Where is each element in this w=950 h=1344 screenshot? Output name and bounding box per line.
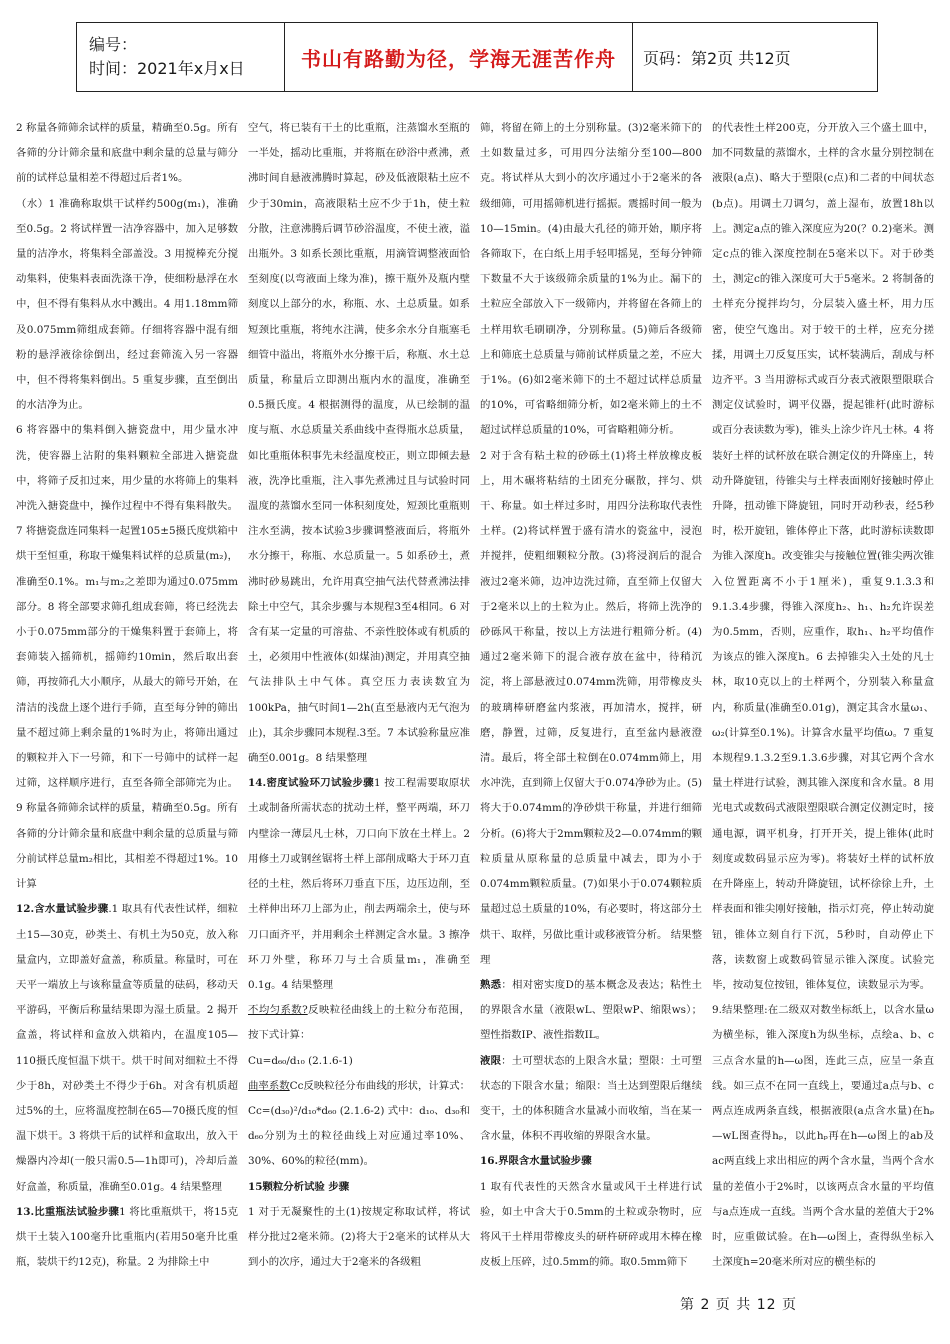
paragraph — [480, 1175, 702, 1276]
paragraph-text: .1 取具有代表性试样，细粒土15—30克，砂类土、有机土为50克，放入称量盒内，立即盖好盒盖，称质量。称量时，可在天平一端放上与该称量盒等质量的砝码，移动天平游码，平衡后称量结果即为湿土质量。2 揭开盒盖，将试样和盒放入烘箱内，在温度105—110摄氏度恒温下烘干。烘干时间对细粒土不得少于8h，对砂类土不得少于6h。对含有机质超过5%的土，应将温度控制在65—70摄氏度的恒温下烘干。3 将烘干后的试样和盒取出，放入干燥器内冷却(一般只需0.5—1h即可)，冷却后盖好盒盖，称质量，准确至0.01g。4 结果整理 — [16, 903, 238, 1193]
paragraph-text: 2 对于含有粘土粒的砂砾土(1)将土样放橡皮板上，用木碾将粘结的土团充分碾散，拌匀、烘干、称量。如土样过多时，用四分法称取代表性土样。(2)将试样置于盛有清水的瓷盆中，浸泡并搅拌，使粗细颗粒分散。(3)将浸润后的混合液过2毫米筛，边冲边洗过筛，直至筛上仅留大于2毫米以上的土粒为止。然后，将筛上洗净的砂砾风干称量，按以上方法进行粗筛分析。(4)通过2毫米筛下的混合液存放在盆中，待稍沉淀，将上部悬液过0.074mm洗筛，用带橡皮头的玻璃棒研磨盆内浆液，再加清水，搅拌，研磨，静置，过筛，反复进行，直至盆内悬液澄清。最后，将全部土粒倒在0.074mm筛上，用水冲洗，直到筛上仅留大于0.074净砂为止。(5)将大于0.074mm的净砂烘干称量，并进行细筛分析。(6)将大于2mm颗粒及2—0.074mm的颗粒质量从原称量的总质量中减去，即为小于0.074mm颗粒质量。(7)如果小于0.074颗粒质量超过总土质量的10%，有必要时，将这部分土烘干、取样，另做比重计或移液管分析。 结果整理 — [480, 449, 702, 966]
paragraph-text: 空气，将已装有干土的比重瓶，注蒸馏水至瓶的一半处，摇动比重瓶，并将瓶在砂浴中煮沸，煮沸时间自悬液沸腾时算起，砂及低液限粘土应不少于30min，高液限粘土应不少于1h，使土粒分散，注意沸腾后调节砂浴温度，不使土液，溢出瓶外。3 如系长颈比重瓶，用滴管调整液面恰至刻度(以弯液面上缘为准)，擦干瓶外及瓶内壁刻度以上部分的水，称瓶、水、土总质量。如系短颈比重瓶，将纯水注满，使多余水分自瓶塞毛细管中溢出，将瓶外水分擦干后，称瓶、水土总质量，称量后立即测出瓶内水的温度，准确至0.5摄氏度。4 根据测得的温度，从已绘制的温度与瓶、水总质量关系曲线中查得瓶水总质量，如比重瓶体积事先未经温度校正，则立即倾去悬液，洗净比重瓶，注入事先煮沸过且与试验时同温度的蒸馏水至同一体积刻度处，短颈比重瓶则注水至满，按本试验3步骤调整液面后，将瓶外水分擦干，称瓶、水总质量一。5 如系砂土，煮沸时砂易跳出，允许用真空抽气法代替煮沸法排除土中空气，其余步骤与本规程3至4相同。6 对含有某一定量的可溶盐、不亲性胶体或有机质的土，必须用中性液体(如煤油)测定，并用真空抽气法排队土中气体。真空压力表读数宜为100kPa，抽气时间1—2h(直至悬液内无气泡为止)，其余步骤同本规程.3至。7 本试验称量应准确至0.001g。8 结果整理 — [248, 122, 470, 765]
paragraph-text: 反映粒径曲线上的土粒分布范围，按下式计算： — [248, 1004, 470, 1042]
paragraph — [712, 116, 934, 998]
section-heading: 12.含水量试验步骤 — [16, 903, 109, 916]
paragraph — [248, 1049, 470, 1074]
section-heading: 熟悉 — [480, 978, 502, 991]
paragraph — [16, 116, 238, 192]
body-columns — [16, 116, 934, 1286]
paragraph — [248, 1074, 470, 1175]
paragraph-text: ：土可塑状态的上限含水量；塑限：土可塑状态的下限含水量；缩限：当土达到塑限后继续变干，土的体积随含水量减小而收缩，当在某一含水量，体积不再收缩的界限含水量。 — [480, 1054, 702, 1143]
paragraph — [248, 998, 470, 1048]
paragraph — [248, 1175, 470, 1200]
paragraph — [480, 116, 702, 444]
paragraph — [248, 116, 470, 771]
paragraph-text: 1 将比重瓶烘干，将15克烘干土装入100毫升比重瓶内(若用50毫升比重瓶，装烘干约12克)，称量。2 为排除土中 — [16, 1205, 238, 1269]
header-motto: 书山有路勤为径，学海无涯苦作舟 — [301, 46, 616, 71]
paragraph-text: 的代表性土样200克，分开放入三个盛土皿中，加不同数量的蒸馏水，土样的含水量分别控制在液限(a点)、略大于塑限(c点)和二者的中间状态(b点)。用调土刀调匀，盖上湿布，放置18h以上。测定a点的锥入深度应为20(？0.2)毫米。测定c点的锥入深度控制在5毫米以下。对于砂类土，测定c的锥入深度可大于5毫米。2 将制备的土样充分搅拌均匀，分层装入盛土杯，用力压密，使空气逸出。对于较干的土样，应充分搓揉，用调土刀反复压实，试杯装满后，刮成与杯边齐平。3 当用游标式或百分表式液限塑限联合测定仪试验时，调平仪器，提起锥杆(此时游标或百分表读数为零)，锥头上涂少许凡士林。4 将装好土样的试杯放在联合测定仪的升降座上，转动升降旋钮，待锥尖与土样表面刚好接触时停止升降，扭动锥下降旋钮，同时开动秒表，经5秒时，松开旋钮，锥体停止下落，此时游标读数即为锥入深度h。改变锥尖与接触位置(锥尖两次锥入位置距离不小于1厘米)，重复9.1.3.3和9.1.3.4步骤，得锥入深度h₂、h₁、h₂允许误差为0.5mm，否则，应重作，取h₁、h₂平均值作为该点的锥入深度h。6 去掉锥尖入土处的凡士林，取10克以上的土样两个，分别装入称量盒内，称质量(准确至0.01g)，测定其含水量ω₁、ω₂(计算至0.1%)。计算含水量平均值ω。7 重复本规程9.1.3.2至9.1.3.6步骤，对其它两个含水量土样进行试验，测其锥入深度和含水量。8 用光电式或数码式液限塑限联合测定仪测定时，接通电源，调平机身，打开开关，提上锥体(此时刻度或数码显示应为零)。将装好土样的试杯放在升降座上，转动升降旋钮，试杯徐徐上升，土样表面和锥尖刚好接触，指示灯亮，停止转动旋钮，锥体立刻自行下沉，5秒时，自动停止下落，读数窗上或数码管显示锥入深度。试验完毕，按动复位按钮，锥体复位，读数显示为零。 — [712, 122, 934, 991]
document-time: 时间：2021年x月x日 — [89, 59, 245, 78]
paragraph-text: （水）1 准确称取烘干试样约500g(m₁)，准确至0.5g。2 将试样置一洁净容器中，加入足够数量的洁净水，将集料全部盖没。3 用搅棒充分搅动集料，使集料表面洗涤干净，使细粉悬浮在水中，但不得有集料从水中溅出。4 用1.18mm筛及0.075mm筛组成套筛。仔细将容器中混有细粉的悬浮液徐徐倒出，经过套筛流入另一容器中，但不得将集料倒出。5 重复步骤，直至倒出的水洁净为止。 — [16, 197, 238, 412]
header-page-cell — [633, 23, 877, 91]
section-heading: 15颗粒分析试验 步骤 — [248, 1180, 350, 1193]
paragraph — [248, 1200, 470, 1276]
paragraph-text: ：相对密实度D的基本概念及表达；粘性土的界限含水量（液限wL、塑限wP、缩限ws）；塑性指数IP、液性指数IL。 — [480, 978, 702, 1042]
paragraph-text: 1 取有代表性的天然含水量或风干土样进行试验，如土中含大于0.5mm的土粒或杂物时，应将风干土样用带橡皮头的研杵研碎或用木棒在橡皮板上压碎，过0.5mm的筛。取0.5mm筛下 — [480, 1180, 702, 1269]
section-heading: 13.比重瓶法试验步骤 — [16, 1205, 120, 1218]
section-heading: 16.界限含水量试验步骤 — [480, 1155, 592, 1168]
paragraph-text: 1 按工程需要取原状土或制备所需状态的扰动土样，整平两端，环刀内壁涂一薄层凡士林，刀口向下放在土样上。2 用修土刀或钢丝锯将土样上部削成略大于环刀直径的土柱，然后将环刀垂直下压，边压边削，至土样伸出环刀上部为止，削去两端余土，使与环刀口面齐平，并用剩余土样测定含水量。3 擦净环刀外壁，称环刀与土合质量m₁，准确至0.1g。4 结果整理 — [248, 777, 470, 991]
section-heading: 液限 — [480, 1054, 502, 1067]
paragraph — [16, 897, 238, 1199]
paragraph — [480, 444, 702, 973]
paragraph — [480, 973, 702, 1049]
document-number-label: 编号： — [89, 35, 138, 54]
text-column-2 — [248, 116, 470, 1286]
paragraph — [480, 1049, 702, 1150]
paragraph-text: 9.结果整理:在二级双对数坐标纸上，以含水量ω为横坐标，锥入深度h为纵坐标，点绘a、b、c三点含水量的h—ω图，连此三点，应呈一条直线。如三点不在同一直线上，要通过a点与b、c两点连成两条直线，根据液限(a点含水量)在hₚ—wL图查得hₚ，以此hₚ再在h—ω图上的ab及ac两直线上求出相应的两个含水量，当两个含水量的差值小于2%时，以该两点含水量的平均值与a点连成一直线。当两个含水量的差值大于2%时，应重做试验。在h—ω图上，查得纵坐标入土深度h=20毫米所对应的横坐标的 — [712, 1004, 934, 1269]
paragraph — [712, 998, 934, 1275]
section-heading: 14.密度试验环刀试验步骤 — [248, 777, 375, 790]
text-column-1 — [16, 116, 238, 1286]
paragraph-text: 筛，将留在筛上的土分别称量。(3)2毫米筛下的土如数量过多，可用四分法缩分至100—800克。将试样从大到小的次序通过小于2毫米的各级细筛，可用摇筛机进行摇振。震摇时间一般为10—15min。(4)由最大孔径的筛开始，顺序将各筛取下，在白纸上用手轻叩摇晃，至每分钟筛下数量不大于该级筛余质量的1%为止。漏下的土粒应全部放入下一级筛内，并将留在各筛上的土样用软毛刷刷净，分别称量。(5)筛后各级筛上和筛底土总质量与筛前试样质量之差，不应大于1%。(6)如2毫米筛下的土不超过试样总质量的10%，可省略细筛分析，如2毫米筛上的土不超过试样总质量的10%，可省略粗筛分析。 — [480, 122, 702, 437]
underlined-term: 不均匀系数? — [248, 1004, 308, 1017]
header-meta — [77, 23, 285, 91]
header-motto-cell — [285, 23, 633, 91]
paragraph — [16, 192, 238, 419]
text-column-3 — [480, 116, 702, 1286]
page-header — [76, 22, 878, 92]
paragraph-text: Cc反映粒径分布曲线的形状，计算式：Cc=(d₃₀)²/d₁₀*d₆₀ (2.1.6-2) 式中：d₁₀、d₃₀和d₆₀分别为土的粒径曲线上对应通过率10%、30%、60%的粒径(mm)。 — [248, 1079, 470, 1168]
header-page-info: 页码：第2页 共12页 — [643, 48, 791, 68]
paragraph — [16, 1200, 238, 1276]
paragraph-text: 1 对于无凝聚性的土(1)按规定称取试样，将试样分批过2毫米筛。(2)将大于2毫米的试样从大到小的次序，通过大于2毫米的各级粗 — [248, 1205, 470, 1269]
paragraph-text: Cu=d₆₀/d₁₀ (2.1.6-1) — [248, 1054, 353, 1067]
paragraph — [16, 418, 238, 897]
paragraph-text: 6 将容器中的集料倒入搪瓷盘中，用少量水冲洗，使容器上沾附的集料颗粒全部进入搪瓷盘中，将筛子反扣过来，用少量的水将筛上的集料冲洗入搪瓷盘中，操作过程中不得有集料散失。7 将搪瓷盘连同集料一起置105±5摄氏度烘箱中烘干至恒重，称取干燥集料试样的总质量(m₂)，准确至0.1%。m₁与m₂之差即为通过0.075mm部分。8 将全部要求筛孔组成套筛，将已经洗去小于0.075mm部分的干燥集料置于套筛上，将套筛装入摇筛机，摇筛约10min，然后取出套筛，再按筛孔大小顺序，从最大的筛号开始，在清洁的浅盘上逐个进行手筛，直至每分钟的筛出量不超过筛上剩余量的1%时为止，将筛出通过的颗粒并入下一号筛，和下一号筛中的试样一起过筛，这样顺序进行，直至各筛全部筛完为止。9 称量各筛筛余试样的质量，精确至0.5g。所有各筛的分计筛余量和底盘中剩余量的总质量与筛分前试样总量m₂相比，其相差不得超过1%。10 计算 — [16, 424, 238, 891]
paragraph-text: 2 称量各筛筛余试样的质量，精确至0.5g。所有各筛的分计筛余量和底盘中剩余量的总量与筛分前的试样总量相差不得超过后者1%。 — [16, 122, 238, 185]
paragraph — [248, 771, 470, 998]
page-footer: 第 2 页 共 12 页 — [680, 1297, 797, 1313]
underlined-term: 曲率系数 — [248, 1079, 290, 1092]
paragraph — [480, 1149, 702, 1174]
text-column-4 — [712, 116, 934, 1286]
